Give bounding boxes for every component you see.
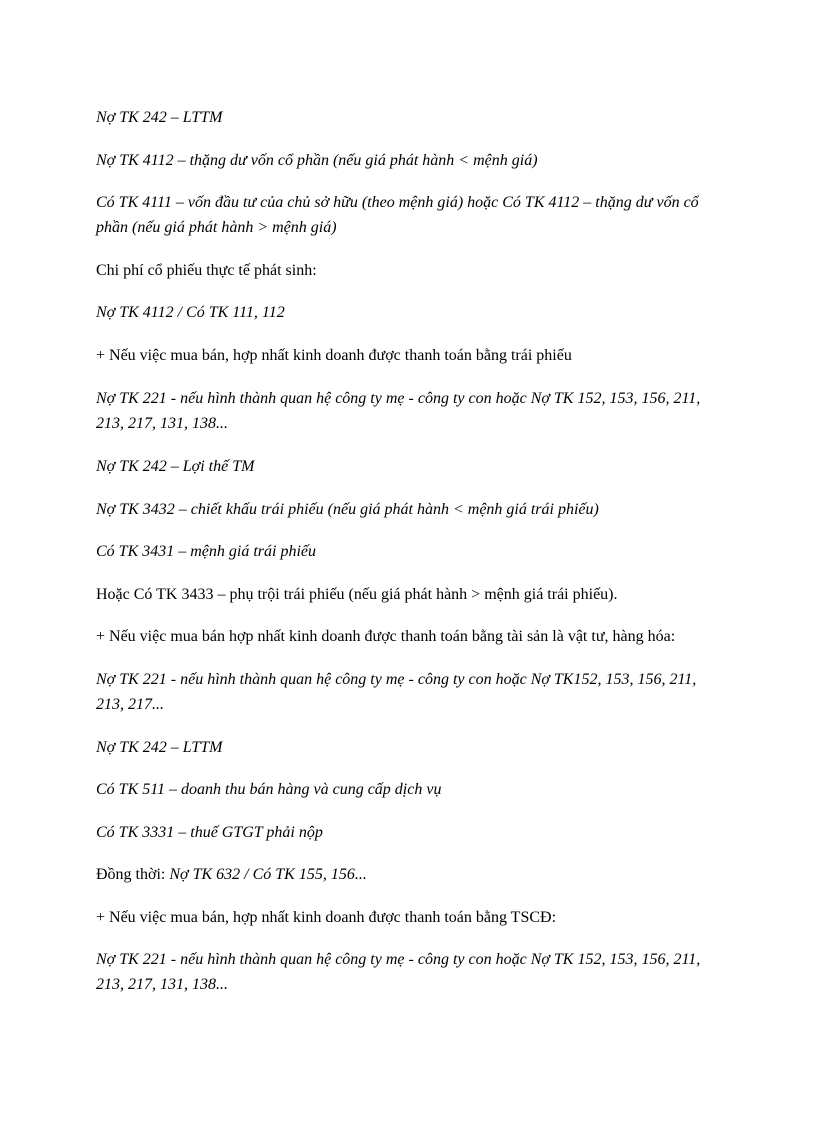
journal-entry-debit-3432: Nợ TK 3432 – chiết khấu trái phiếu (nếu giá phát hành < mệnh giá trái phiếu) (96, 501, 599, 518)
journal-entry-debit-4112: Nợ TK 4112 – thặng dư vốn cổ phần (nếu giá phát hành < mệnh giá) (96, 152, 538, 169)
journal-entry-credit-3331: Có TK 3331 – thuế GTGT phải nộp (96, 824, 323, 841)
paragraph-credit-3433: Hoặc Có TK 3433 – phụ trội trái phiếu (nếu giá phát hành > mệnh giá trái phiếu). (96, 586, 618, 603)
journal-entry-debit-221-goods: Nợ TK 221 - nếu hình thành quan hệ công ty mẹ - công ty con hoặc Nợ TK152, 153, 156, 211, 213, 217... (96, 671, 697, 713)
journal-entry-credit-3431: Có TK 3431 – mệnh giá trái phiếu (96, 543, 317, 560)
journal-entry-debit-221-bonds: Nợ TK 221 - nếu hình thành quan hệ công ty mẹ - công ty con hoặc Nợ TK 152, 153, 156, 211, 213, 217, 131, 138... (96, 390, 701, 432)
journal-entry-debit-242-lttm: Nợ TK 242 – LTTM (96, 739, 223, 756)
paragraph-paid-by-fixed-assets: + Nếu việc mua bán, hợp nhất kinh doanh được thanh toán bằng TSCĐ: (96, 909, 557, 926)
paragraph-paid-by-bonds: + Nếu việc mua bán, hợp nhất kinh doanh được thanh toán bằng trái phiếu (96, 347, 572, 364)
paragraph-share-issue-costs: Chi phí cổ phiếu thực tế phát sinh: (96, 262, 317, 279)
journal-entry-debit-242: Nợ TK 242 – LTTM (96, 109, 223, 126)
journal-entry-debit-632: Nợ TK 632 / Có TK 155, 156... (169, 866, 367, 883)
journal-entry-credit-511: Có TK 511 – doanh thu bán hàng và cung cấp dịch vụ (96, 781, 442, 798)
journal-entry-debit-221-fixed-assets: Nợ TK 221 - nếu hình thành quan hệ công ty mẹ - công ty con hoặc Nợ TK 152, 153, 156, 211, 213, 217, 131, 138... (96, 951, 701, 993)
journal-entry-debit-242-goodwill: Nợ TK 242 – Lợi thế TM (96, 458, 255, 475)
paragraph-paid-by-goods: + Nếu việc mua bán hợp nhất kinh doanh được thanh toán bằng tài sản là vật tư, hàng hóa: (96, 628, 676, 645)
journal-entry-debit-4112-credit-111: Nợ TK 4112 / Có TK 111, 112 (96, 304, 285, 321)
simultaneously-label: Đồng thời: (96, 866, 170, 883)
journal-entry-credit-4111: Có TK 4111 – vốn đầu tư của chủ sở hữu (theo mệnh giá) hoặc Có TK 4112 – thặng dư vốn cổ phần (nếu giá phát hành > mệnh giá) (96, 194, 699, 236)
paragraph-simultaneously (96, 862, 720, 887)
